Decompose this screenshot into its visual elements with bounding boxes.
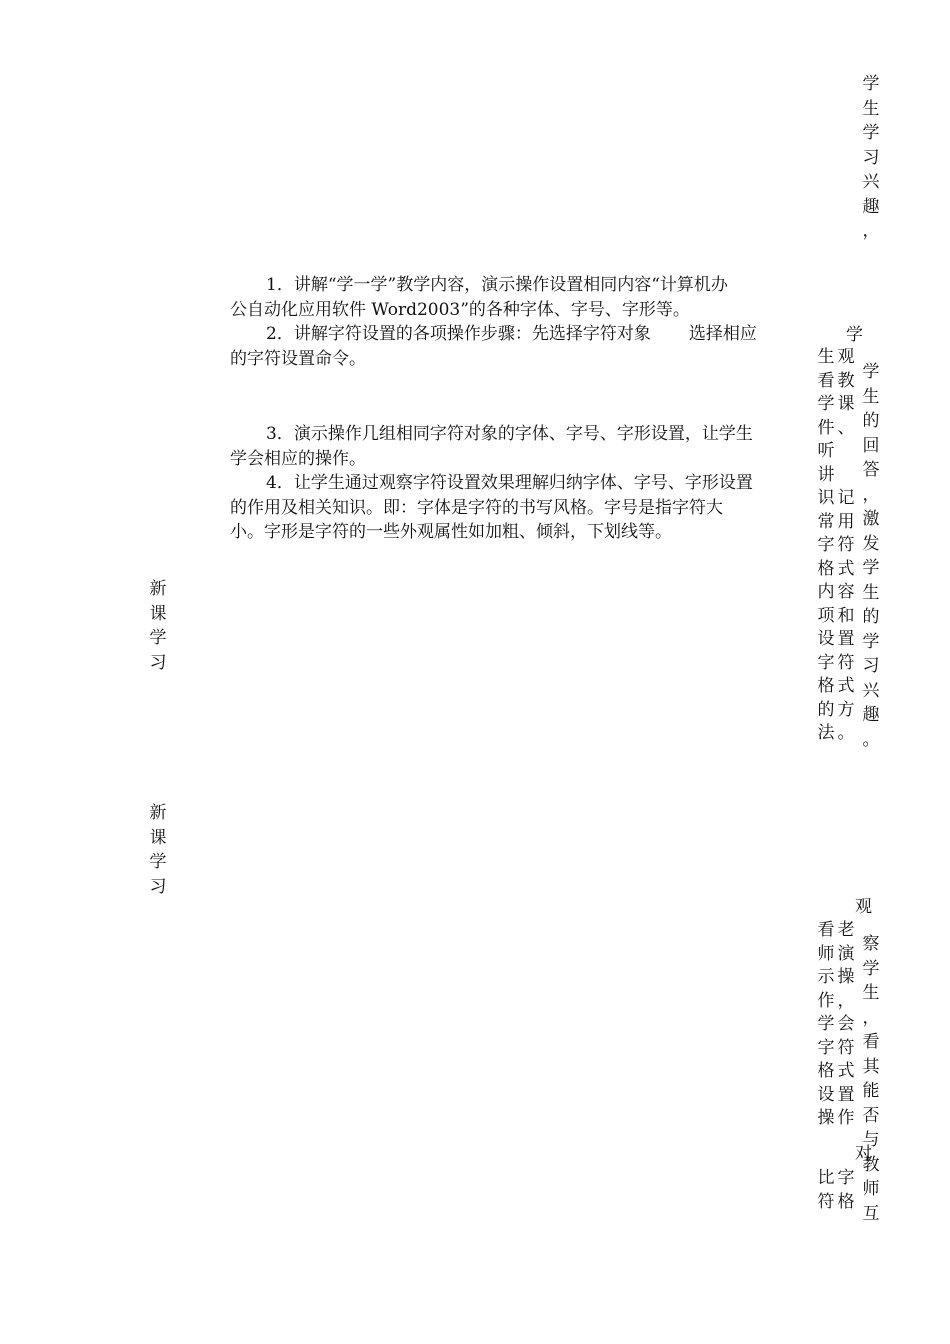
student-activity-1-col-a [816,346,836,746]
char: 容 [837,582,855,602]
student-activity-2-tail-head: 对 [855,1144,872,1164]
char: 察 [862,934,880,954]
char: 生 [862,582,880,603]
char: ， [837,990,855,1011]
right-column-top [861,72,881,244]
char: 看 [817,370,835,391]
section-label-new-lesson-2 [148,801,168,899]
char: 学 [862,362,880,382]
char: 格 [837,1191,855,1212]
char: 的 [862,607,880,627]
design-intent-2 [861,932,881,1226]
char: 观 [837,347,855,367]
char: 设 [817,629,835,649]
char: 。 [837,723,855,743]
char [836,464,856,488]
char: 习 [862,147,880,168]
char: 学 [862,74,880,94]
char: 法 [817,723,835,743]
char: 用 [837,511,855,532]
section-label-new-lesson [148,577,168,675]
student-activity-1-head: 学 [846,325,863,345]
paragraph-1-line-1: 1．讲解“学一学”教学内容，演示操作设置相同内容“计算机办 [266,275,728,295]
char: 回 [862,435,880,456]
char [836,440,856,464]
char: 其 [862,1056,880,1077]
char: 符 [837,535,855,555]
char: 学 [862,123,880,143]
paragraph-4-line-3: 小。字形是字符的一些外观属性如加粗、倾斜，下划线等。 [230,522,672,542]
teaching-content [230,273,830,371]
paragraph-2-line-2: 的字符设置命令。 [230,348,366,369]
char: 常 [817,511,835,532]
char: 方 [837,699,855,720]
paragraph-2-line-1 [230,322,830,347]
char: 学 [862,958,880,979]
char: 课 [837,394,855,414]
char: 课 [149,827,167,848]
paragraph-3-line-2: 学会相应的操作。 [230,448,366,469]
char: 学 [862,631,880,652]
char: 符 [837,652,855,673]
char: 式 [837,676,855,696]
char: 教 [837,370,855,391]
char: 学 [149,852,167,872]
student-activity-1-col-b [836,346,856,746]
char: 式 [837,1061,855,1081]
char: 的 [862,411,880,431]
char: 与 [862,1130,880,1150]
char: 兴 [862,172,880,192]
char: 式 [837,558,855,579]
char: 生 [817,347,835,367]
char: 格 [817,676,835,696]
char: 生 [862,98,880,119]
char: 讲 [817,464,835,485]
char: 学 [862,558,880,578]
teaching-content-2 [230,422,830,545]
paragraph-4-line-2: 的作用及相关知识。即：字体是字符的书写风格。字号是指字符大 [230,497,723,518]
char: 内 [817,582,835,602]
char: 看 [862,1032,880,1052]
char: 识 [817,488,835,508]
char: 作 [817,990,835,1011]
char: 会 [837,1014,855,1034]
char: 教 [862,1154,880,1175]
char: 演 [837,943,855,964]
char: 课 [149,603,167,624]
student-activity-2-col-a [816,919,836,1131]
char: 生 [862,386,880,407]
char: 否 [862,1105,880,1126]
char: 件 [817,417,835,438]
char: 互 [862,1203,880,1224]
char: 字 [837,1168,855,1188]
char: 学 [817,394,835,414]
char: 记 [837,488,855,508]
char: 操 [837,967,855,987]
char: 看 [817,920,835,940]
char: 和 [837,605,855,626]
char: 符 [817,1191,835,1212]
char: 学 [149,628,167,648]
paragraph-2-text: 2．讲解字符设置的各项操作步骤：先选择字符对象 [266,324,651,344]
char: 符 [837,1037,855,1058]
char: 字 [817,652,835,673]
char: 趣 [862,705,880,725]
char: ， [862,221,880,241]
char: 师 [817,943,835,964]
paragraph-1-line-2: 公自动化应用软件 Word2003”的各种字体、字号、字形等。 [230,299,690,320]
char: 。 [862,729,880,750]
char: 发 [862,533,880,554]
char: 操 [817,1108,835,1128]
char: 学 [817,1014,835,1034]
char: 作 [837,1108,855,1128]
char: 习 [149,876,167,897]
char: 字 [817,1037,835,1058]
char: 格 [817,558,835,579]
char: 字 [817,535,835,555]
char: 习 [862,656,880,676]
char: 比 [817,1168,835,1188]
char: 老 [837,920,855,940]
paragraph-2-tail: 选择相应 [688,324,757,344]
design-intent-1 [861,360,881,752]
paragraph-3-line-1: 3．演示操作几组相同字符对象的字体、字号、字形设置，让学生 [266,424,753,444]
paragraph-4-line-1: 4．让学生通过观察字符设置效果理解归纳字体、字号、字形设置 [266,473,753,493]
char: 新 [149,803,167,823]
char: 示 [817,967,835,987]
char: 师 [862,1179,880,1199]
student-activity-2-head: 观 [855,897,872,917]
student-activity-2-col-b [836,919,856,1131]
char: ， [862,484,880,505]
char: 生 [862,983,880,1003]
char: 、 [837,417,855,438]
char: 设 [817,1084,835,1105]
char: 听 [817,441,835,461]
char: 的 [817,699,835,720]
char: 新 [149,579,167,599]
char: 答 [862,460,880,480]
char: 兴 [862,680,880,701]
char: 项 [817,605,835,626]
char: 激 [862,509,880,529]
char: 置 [837,629,855,649]
student-activity-2-tail-b [836,1167,856,1214]
char: 趣 [862,196,880,217]
char: 习 [149,652,167,673]
char: ， [862,1007,880,1028]
student-activity-2-tail-a [816,1167,836,1214]
char: 格 [817,1061,835,1081]
char: 置 [837,1084,855,1105]
char: 能 [862,1081,880,1101]
